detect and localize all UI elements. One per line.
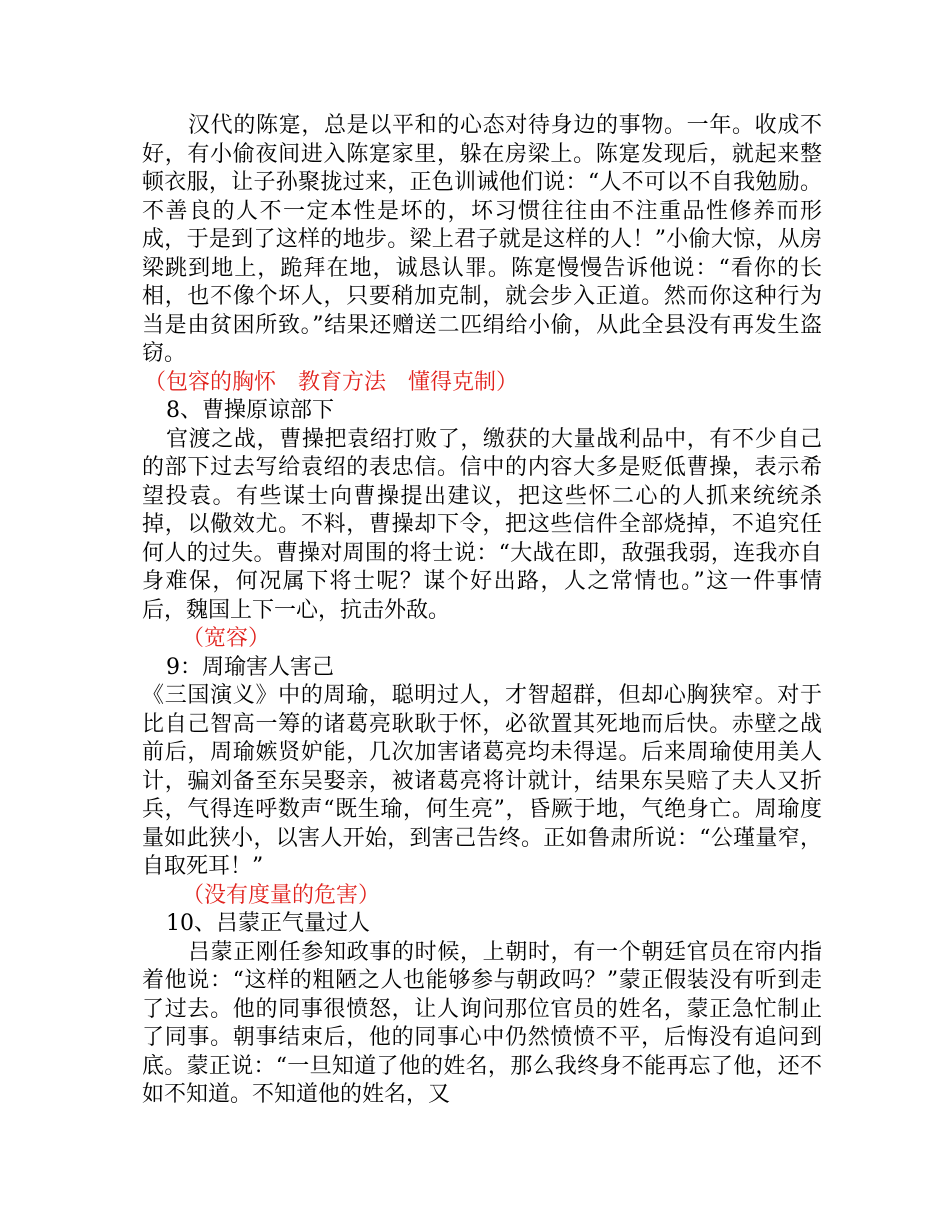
story9-title: 9：周瑜害人害己 (166, 654, 334, 680)
story9-body: 《三国演义》中的周瑜，聪明过人，才智超群，但却心胸狭窄。对于比自己智高一筹的诸葛亮耿耿于怀，必欲置其死地而后快。赤壁之战前后，周瑜嫉贤妒能，几次加害诸葛亮均未得逞。后来周瑜使用美人计，骗刘备至东吴娶亲，被诸葛亮将计就计，结果东吴赔了夫人又折兵，气得连呼数声“既生瑜，何生亮”，昏厥于地，气绝身亡。周瑜度量如此狭小，以害人开始，到害己告终。正如鲁肃所说：“公瑾量窄，自取死耳！” (142, 683, 822, 879)
story8-body: 官渡之战，曹操把袁绍打败了，缴获的大量战利品中，有不少自己的部下过去写给袁绍的表忠信。信中的内容大多是贬低曹操，表示希望投袁。有些谋士向曹操提出建议，把这些怀二心的人抓来统统杀掉，以儆效尤。不料，曹操却下令，把这些信件全部烧掉，不追究任何人的过失。曹操对周围的将士说：“大战在即，敌强我弱，连我亦自身难保，何况属下将士呢？谋个好出路，人之常情也。”这一件事情后，魏国上下一心，抗击外敌。 (142, 426, 822, 623)
story7-body: 汉代的陈寔，总是以平和的心态对待身边的事物。一年。收成不好，有小偷夜间进入陈寔家里，躲在房梁上。陈寔发现后，就起来整顿衣服，让子孙聚拢过来，正色训诫他们说：“人不可以不自我勉励。不善良的人不一定本性是坏的，坏习惯往往由不注重品性修养而形成，于是到了这样的地步。梁上君子就是这样的人！”小偷大惊，从房梁跳到地上，跪拜在地，诚恳认罪。陈寔慢慢告诉他说：“看你的长相，也不像个坏人，只要稍加克制，就会步入正道。然而你这种行为当是由贫困所致。”结果还赠送二匹绢给小偷，从此全县没有再发生盗窃。 (142, 113, 822, 366)
story8-title: 8、曹操原谅部下 (166, 398, 334, 423)
story9-tag: （没有度量的危害） (182, 882, 381, 908)
story8-tag: （宽容） (182, 626, 271, 651)
story7-tag: （包容的胸怀 教育方法 懂得克制） (144, 369, 519, 395)
document-page (142, 112, 822, 1110)
story10-body: 吕蒙正刚任参知政事的时候，上朝时，有一个朝廷官员在帘内指着他说：“这样的粗陋之人也能够参与朝政吗？”蒙正假装没有听到走了过去。他的同事很愤怒，让人询问那位官员的姓名，蒙正急忙制止了同事。朝事结束后，他的同事心中仍然愤愤不平，后悔没有追问到底。蒙正说：“一旦知道了他的姓名，那么我终身不能再忘了他，还不如不知道。不知道他的姓名，又 (142, 939, 822, 1107)
story10-title: 10、吕蒙正气量过人 (166, 911, 370, 936)
